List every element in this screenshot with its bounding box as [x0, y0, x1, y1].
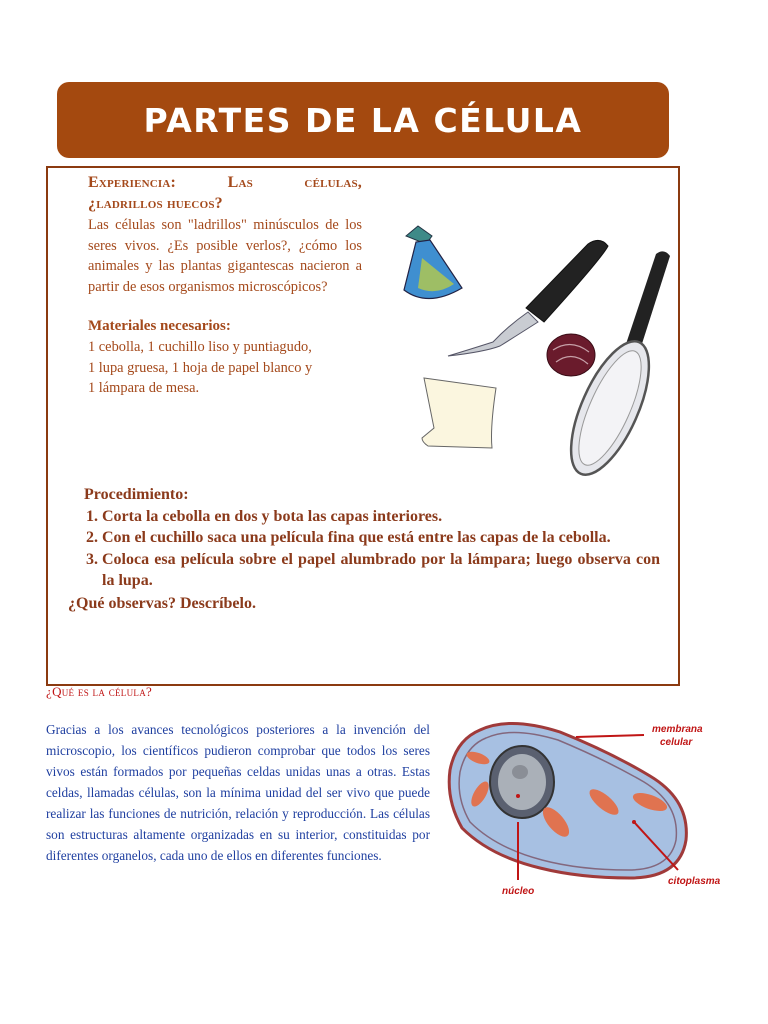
materials-line: 1 cebolla, 1 cuchillo liso y puntiagudo,: [88, 338, 312, 355]
materials-line: 1 lámpara de mesa.: [88, 380, 200, 397]
nucleus: [490, 746, 554, 818]
lamp-icon: [404, 226, 462, 299]
procedure-step: 1. Corta la cebolla en dos y bota las capas interiores.: [102, 506, 660, 528]
procedure-step: 3. Coloca esa película sobre el papel alumbrado por la lámpara; luego observa con la lupa.: [102, 549, 660, 592]
label-nucleus: núcleo: [502, 886, 535, 897]
paper-icon: [422, 378, 496, 448]
section-heading: ¿Qué es la célula?: [46, 684, 153, 699]
label-cytoplasm: citoplasma: [668, 876, 721, 887]
materials-illustration: [388, 218, 678, 508]
observation-question: ¿Qué observas? Descríbelo.: [68, 594, 256, 612]
label-membrane: membrana: [652, 724, 703, 735]
procedure-list: [84, 506, 660, 592]
experience-heading-line1: Experiencia: Las células,: [88, 174, 362, 191]
label-membrane: celular: [660, 737, 693, 748]
experience-intro-column: [88, 172, 362, 399]
procedure-step: 2. Con el cuchillo saca una película fina que está entre las capas de la cebolla.: [102, 527, 660, 549]
section-body: Gracias a los avances tecnológicos posteriores a la invención del microscopio, los científicos pudieron comprobar que todos los seres vivos están formados por pequeñas celdas unidas unas a otras. Estas celdas, llamadas células, son la mínima unidad del ser vivo que puede realizar las funciones de nutrición, relación y reproducción. Las células son estructuras altamente organizadas en su interior, constituidas por diferentes organelos, cada uno de ellos en diferentes funciones.: [46, 722, 430, 863]
page-title: PARTES DE LA CÉLULA: [143, 100, 583, 140]
procedure-section: [68, 484, 660, 614]
cell-diagram: [440, 710, 740, 910]
materials-line: 1 lupa gruesa, 1 hoja de papel blanco y: [88, 359, 313, 376]
experience-box: [46, 166, 680, 686]
onion-icon: [547, 334, 595, 376]
materials-list: [88, 337, 362, 399]
experience-intro: Las células son "ladrillos" minúsculos de los seres vivos. ¿Es posible verlos?, ¿cómo los animales y las plantas gigantescas nacieron a partir de esos organismos microscópicos?: [88, 217, 362, 295]
title-banner: [57, 82, 669, 158]
procedure-title: Procedimiento:: [84, 486, 189, 503]
experience-heading-line2: ¿ladrillos huecos?: [88, 195, 223, 212]
materials-title: Materiales necesarios:: [88, 318, 231, 335]
